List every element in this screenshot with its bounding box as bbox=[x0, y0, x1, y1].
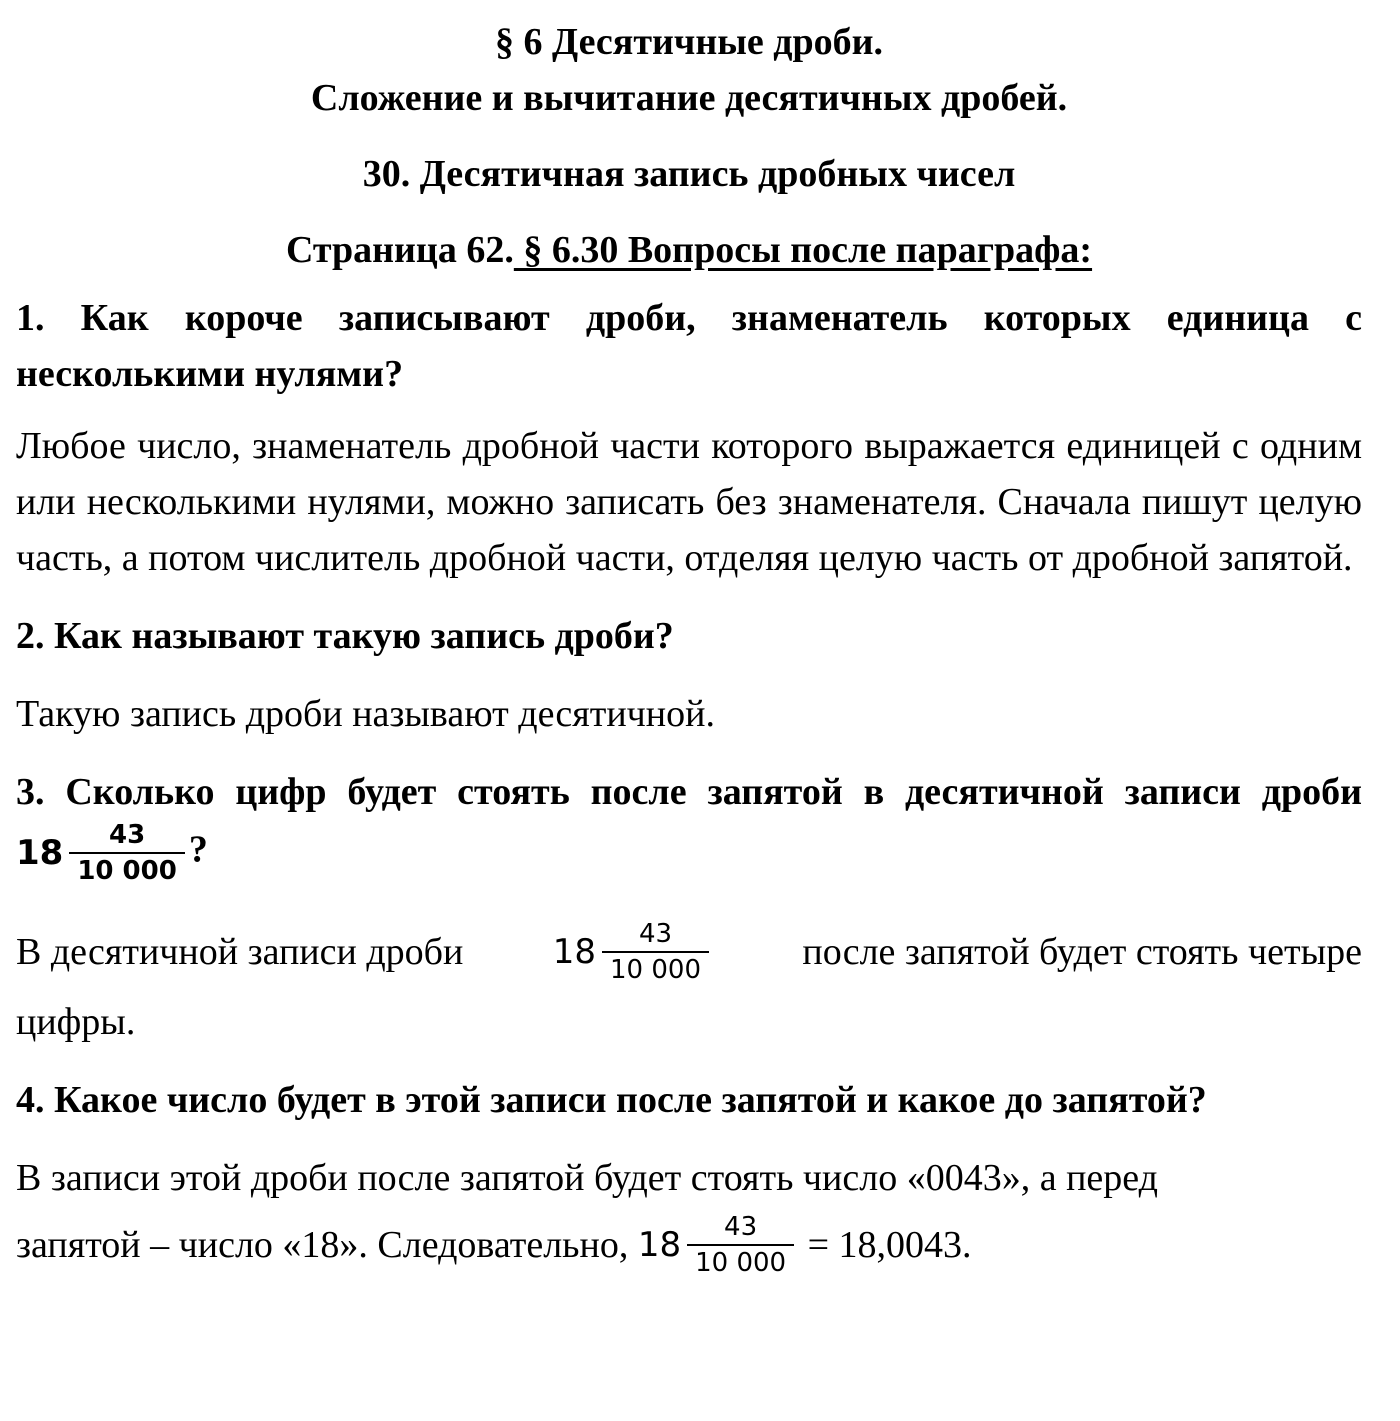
section-title: 30. Десятичная запись дробных чисел bbox=[362, 153, 1016, 195]
fraction bbox=[69, 820, 185, 886]
answer-4-line-2 bbox=[16, 1210, 1362, 1280]
question-2: 2. Как называют такую запись дроби? bbox=[16, 615, 674, 657]
fraction-whole: 18 bbox=[637, 1225, 682, 1265]
page-reference bbox=[16, 222, 1362, 278]
answer-3-mid: после запятой будет стоять четыре bbox=[802, 931, 1362, 973]
fraction-numerator: 43 bbox=[638, 919, 673, 949]
fraction-whole: 18 bbox=[552, 932, 597, 972]
fraction-denominator: 10 000 bbox=[602, 951, 709, 985]
question-3-text: 3. Сколько цифр будет стоять после запятой в десятичной записи дроби bbox=[16, 771, 1362, 813]
answer-3-line-1 bbox=[16, 910, 1362, 994]
answer-3-prefix: В десятичной записи дроби bbox=[16, 931, 464, 973]
answer-4-result: = 18,0043. bbox=[807, 1224, 972, 1266]
answer-3-suffix: цифры. bbox=[16, 1001, 136, 1043]
question-3-mark: ? bbox=[188, 828, 208, 871]
fraction-denominator: 10 000 bbox=[69, 852, 185, 886]
fraction-denominator: 10 000 bbox=[687, 1244, 794, 1278]
fraction-whole: 18 bbox=[16, 833, 64, 873]
answer-3 bbox=[16, 910, 1362, 1050]
answer-4 bbox=[16, 1150, 1362, 1280]
fraction bbox=[602, 919, 709, 985]
fraction-numerator: 43 bbox=[724, 1212, 758, 1242]
fraction bbox=[687, 1212, 794, 1278]
question-3 bbox=[16, 764, 1362, 886]
fraction-numerator: 43 bbox=[108, 820, 146, 850]
questions-heading-link[interactable]: § 6.30 Вопросы после параграфа: bbox=[513, 229, 1093, 271]
mixed-fraction bbox=[553, 919, 713, 985]
answer-4-prefix: запятой – число «18». Следовательно, bbox=[16, 1224, 629, 1266]
question-4: 4. Какое число будет в этой записи после запятой и какое до запятой? bbox=[16, 1079, 1207, 1121]
answer-4-line-1: В записи этой дроби после запятой будет стоять число «0043», а перед bbox=[16, 1157, 1158, 1199]
answer-2: Такую запись дроби называют десятичной. bbox=[16, 693, 715, 735]
answer-1: Любое число, знаменатель дробной части которого выражается единицей с одним или несколькими нулями, можно записать без знаменателя. Сначала пишут целую часть, а потом числитель дробной части, отделяя целую часть от дробной запятой. bbox=[16, 425, 1362, 579]
page-number-label: Страница 62. bbox=[285, 229, 514, 271]
chapter-title: § 6 Десятичные дроби. bbox=[494, 21, 884, 63]
mixed-fraction bbox=[16, 820, 189, 886]
chapter-subtitle: Сложение и вычитание десятичных дробей. bbox=[310, 77, 1068, 119]
mixed-fraction bbox=[638, 1212, 798, 1278]
question-1: 1. Как короче записывают дроби, знаменатель которых единица с несколькими нулями? bbox=[16, 297, 1362, 395]
